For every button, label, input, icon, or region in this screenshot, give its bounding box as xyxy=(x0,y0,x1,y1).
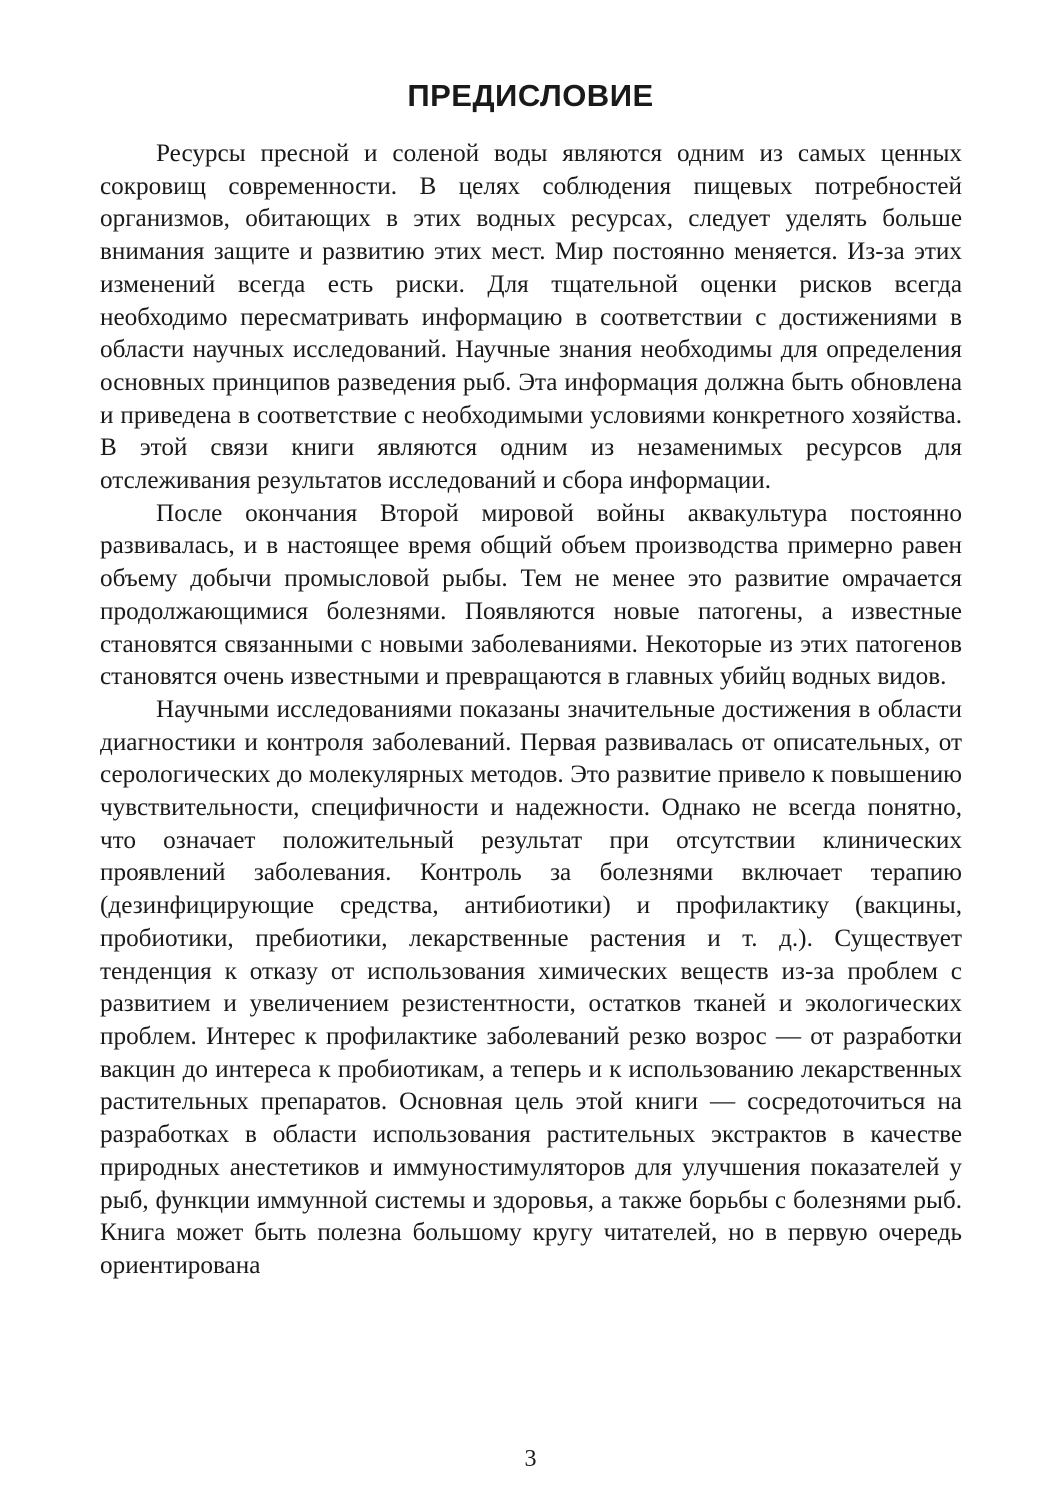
page-number: 3 xyxy=(524,1446,537,1472)
paragraph-3: Научными исследованиями показаны значительные достижения в области диагностики и контроля заболеваний. Первая развивалась от описательных, от серологических до молекулярных методов. Это развитие привело к повышению чувствительности, специфичности и надежности. Однако не всегда понятно, что означает положительный результат при отсутствии клинических проявлений заболевания. Контроль за болезнями включает терапию (дезинфицирующие средства, антибиотики) и профилактику (вакцины, пробиотики, пребиотики, лекарственные растения и т. д.). Существует тенденция к отказу от использования химических веществ из-за проблем с развитием и увеличением резистентности, остатков тканей и экологических проблем. Интерес к профилактике заболеваний резко возрос — от разработки вакцин до интереса к пробиотикам, а теперь и к использованию лекарственных растительных препаратов. Основная цель этой книги — сосредоточиться на разработках в области использования растительных экстрактов в качестве природных анестетиков и иммуностимуляторов для улучшения показателей у рыб, функции иммунной системы и здоровья, а также борьбы с болезнями рыб. Книга может быть полезна большому кругу читателей, но в первую очередь ориентирована xyxy=(100,695,962,1279)
paragraph-1: Ресурсы пресной и соленой воды являются одним из самых ценных сокровищ современности. В целях соблюдения пищевых потребностей организмов, обитающих в этих водных ресурсах, следует уделять больше внимания защите и развитию этих мест. Мир постоянно меняется. Из-за этих изменений всегда есть риски. Для тщательной оценки рисков всегда необходимо пересматривать информацию в соответствии с достижениями в области научных исследований. Научные знания необходимы для определения основных принципов разведения рыб. Эта информация должна быть обновлена и приведена в соответствие с необходимыми условиями конкретного хозяйства. В этой связи книги являются одним из незаменимых ресурсов для отслеживания результатов исследований и сбора информации. xyxy=(100,140,962,495)
paragraph-2: После окончания Второй мировой войны аквакультура постоянно развивалась, и в настоящее время общий объем производства примерно равен объему добычи промысловой рыбы. Тем не менее это развитие омрачается продолжающимися болезнями. Появляются новые патогены, а известные становятся связанными с новыми заболеваниями. Некоторые из этих патогенов становятся очень известными и превращаются в главных убийц водных видов. xyxy=(100,499,962,691)
page-title: ПРЕДИСЛОВИЕ xyxy=(407,78,654,113)
body-text xyxy=(100,138,962,1283)
